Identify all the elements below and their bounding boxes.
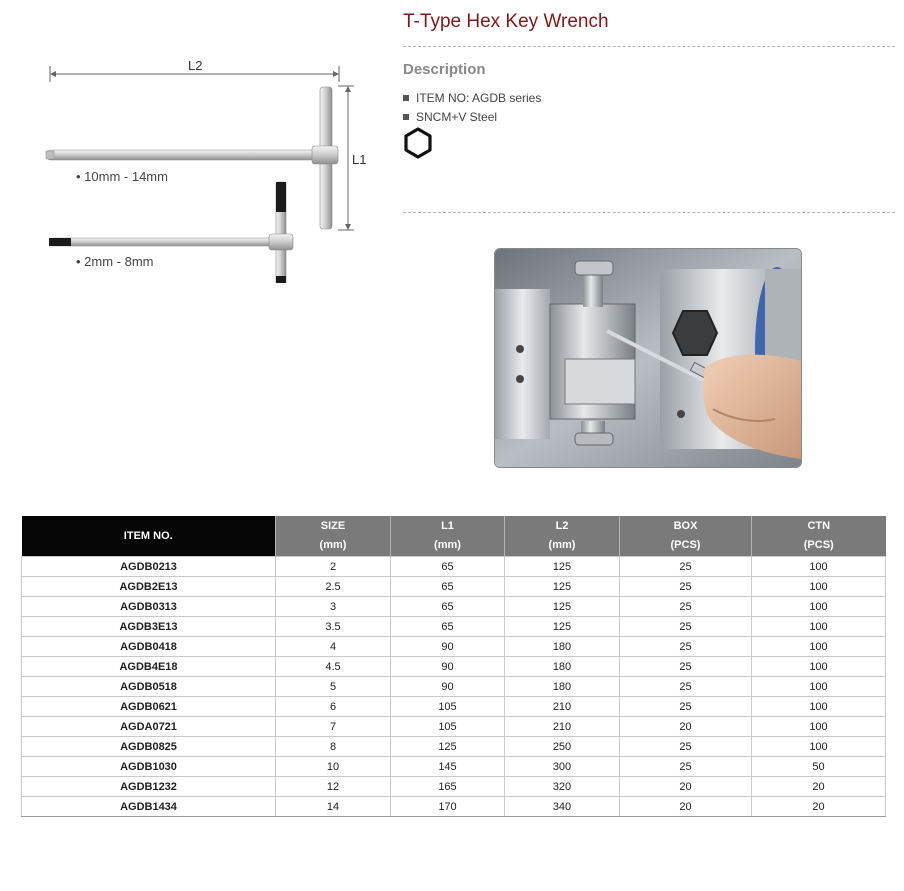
cell-ctn: 100 <box>752 577 886 597</box>
cell-box: 25 <box>620 697 752 717</box>
description-heading: Description <box>403 61 486 78</box>
cell-size: 5 <box>276 677 391 697</box>
cell-ctn: 100 <box>752 737 886 757</box>
cell-size: 6 <box>276 697 391 717</box>
cell-size: 3.5 <box>276 617 391 637</box>
cell-item-no: AGDB0621 <box>22 697 276 717</box>
product-title: T-Type Hex Key Wrench <box>403 11 609 32</box>
cell-item-no: AGDB2E13 <box>22 577 276 597</box>
cell-l2: 125 <box>505 617 620 637</box>
table-row <box>22 797 886 817</box>
cell-size: 4.5 <box>276 657 391 677</box>
cell-ctn: 20 <box>752 797 886 817</box>
cell-l2: 210 <box>505 697 620 717</box>
table-row <box>22 757 886 777</box>
cell-box: 25 <box>620 757 752 777</box>
cell-box: 25 <box>620 657 752 677</box>
header-item-no: ITEM NO. <box>22 516 276 557</box>
cell-item-no: AGDB1232 <box>22 777 276 797</box>
cell-item-no: AGDA0721 <box>22 717 276 737</box>
cell-l2: 320 <box>505 777 620 797</box>
cell-item-no: AGDB0418 <box>22 637 276 657</box>
cell-l2: 180 <box>505 677 620 697</box>
cell-box: 25 <box>620 737 752 757</box>
cell-l2: 210 <box>505 717 620 737</box>
cell-box: 25 <box>620 577 752 597</box>
cell-size: 3 <box>276 597 391 617</box>
bullet-square-icon <box>403 114 409 120</box>
cell-ctn: 100 <box>752 677 886 697</box>
table-row <box>22 777 886 797</box>
cell-box: 25 <box>620 597 752 617</box>
bullet-square-icon <box>403 95 409 101</box>
header-l1: L1 (mm) <box>391 516 505 557</box>
table-row <box>22 737 886 757</box>
cell-ctn: 100 <box>752 637 886 657</box>
cell-size: 7 <box>276 717 391 737</box>
cell-size: 2 <box>276 557 391 577</box>
cell-ctn: 100 <box>752 597 886 617</box>
title-divider <box>403 46 895 47</box>
cell-l1: 170 <box>391 797 505 817</box>
cell-size: 14 <box>276 797 391 817</box>
cell-l1: 90 <box>391 677 505 697</box>
size-range-large: • 10mm - 14mm <box>76 169 168 184</box>
cell-l2: 125 <box>505 577 620 597</box>
header-box: BOX (PCS) <box>620 516 752 557</box>
cell-item-no: AGDB3E13 <box>22 617 276 637</box>
cell-l2: 125 <box>505 557 620 577</box>
cell-box: 20 <box>620 777 752 797</box>
cell-box: 20 <box>620 717 752 737</box>
cell-ctn: 100 <box>752 617 886 637</box>
cell-item-no: AGDB0313 <box>22 597 276 617</box>
cell-ctn: 50 <box>752 757 886 777</box>
cell-l2: 300 <box>505 757 620 777</box>
cell-item-no: AGDB0518 <box>22 677 276 697</box>
cell-l2: 125 <box>505 597 620 617</box>
header-size: SIZE (mm) <box>276 516 391 557</box>
table-row <box>22 597 886 617</box>
cell-l1: 90 <box>391 637 505 657</box>
l2-label: L2 <box>188 58 203 73</box>
table-body <box>22 557 886 817</box>
hexagon-icon <box>402 127 434 159</box>
bullet-text: SNCM+V Steel <box>416 110 498 124</box>
cell-l1: 145 <box>391 757 505 777</box>
cell-item-no: AGDB4E18 <box>22 657 276 677</box>
cell-ctn: 20 <box>752 777 886 797</box>
cell-l1: 125 <box>391 737 505 757</box>
table-row <box>22 637 886 657</box>
table-row <box>22 677 886 697</box>
header-l2: L2 (mm) <box>505 516 620 557</box>
cell-l1: 65 <box>391 597 505 617</box>
cell-l1: 65 <box>391 617 505 637</box>
cell-l1: 105 <box>391 697 505 717</box>
cell-l1: 165 <box>391 777 505 797</box>
cell-item-no: AGDB0213 <box>22 557 276 577</box>
table-row <box>22 577 886 597</box>
cell-box: 25 <box>620 637 752 657</box>
cell-item-no: AGDB1434 <box>22 797 276 817</box>
cell-ctn: 100 <box>752 697 886 717</box>
description-divider <box>403 212 895 213</box>
cell-size: 2.5 <box>276 577 391 597</box>
cell-size: 4 <box>276 637 391 657</box>
cell-l2: 180 <box>505 657 620 677</box>
header-ctn: CTN (PCS) <box>752 516 886 557</box>
cell-size: 12 <box>276 777 391 797</box>
table-row <box>22 697 886 717</box>
product-drawing <box>40 58 370 283</box>
cell-item-no: AGDB1030 <box>22 757 276 777</box>
table-header <box>22 516 886 557</box>
table-row <box>22 657 886 677</box>
cell-l2: 180 <box>505 637 620 657</box>
cell-box: 25 <box>620 557 752 577</box>
cell-box: 20 <box>620 797 752 817</box>
table-row <box>22 617 886 637</box>
cell-box: 25 <box>620 617 752 637</box>
cell-l1: 105 <box>391 717 505 737</box>
cell-box: 25 <box>620 677 752 697</box>
cell-l1: 65 <box>391 577 505 597</box>
hex-key-in-use-photo <box>494 248 802 468</box>
cell-size: 8 <box>276 737 391 757</box>
cell-l1: 65 <box>391 557 505 577</box>
description-bullet <box>403 110 497 124</box>
cell-l2: 250 <box>505 737 620 757</box>
l1-label: L1 <box>352 152 367 167</box>
large-t-wrench <box>46 87 338 229</box>
cell-ctn: 100 <box>752 657 886 677</box>
spec-table <box>21 516 886 817</box>
table-row <box>22 717 886 737</box>
bullet-text: ITEM NO: AGDB series <box>416 91 542 105</box>
table-row <box>22 557 886 577</box>
size-range-small: • 2mm - 8mm <box>76 254 154 269</box>
cell-size: 10 <box>276 757 391 777</box>
cell-ctn: 100 <box>752 557 886 577</box>
cell-ctn: 100 <box>752 717 886 737</box>
description-bullet <box>403 91 541 105</box>
cell-item-no: AGDB0825 <box>22 737 276 757</box>
cell-l2: 340 <box>505 797 620 817</box>
cell-l1: 90 <box>391 657 505 677</box>
